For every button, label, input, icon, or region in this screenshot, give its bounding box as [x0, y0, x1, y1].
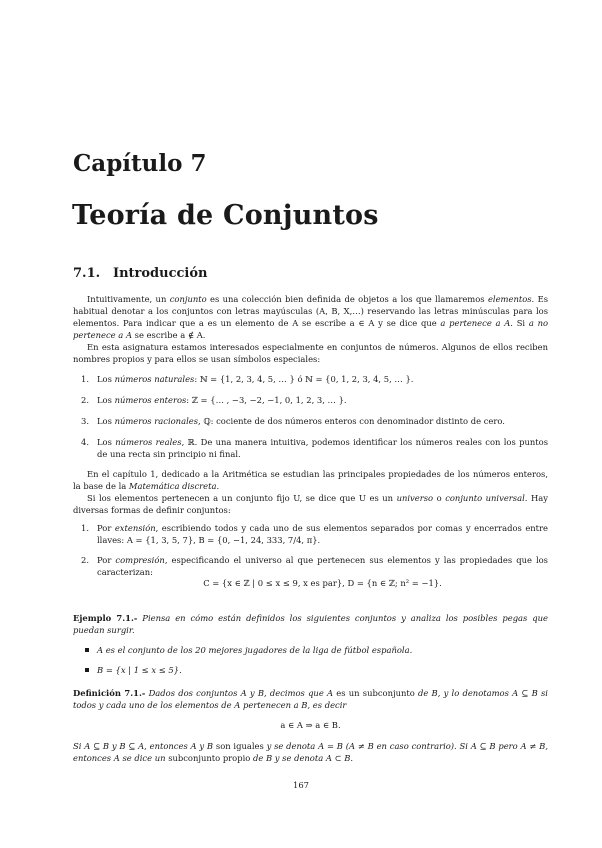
list-term: compresión — [115, 555, 165, 565]
chapter-title: Teoría de Conjuntos — [72, 200, 379, 231]
p1-text-g: . Si — [510, 318, 529, 328]
list-number: 4. — [81, 437, 89, 447]
example-block — [73, 612, 548, 636]
term-universo: universo — [396, 493, 434, 503]
list-number: 3. — [81, 416, 89, 426]
term-subconjunto-propio: subconjunto propio — [168, 753, 251, 763]
definition-text-h: de B y se denota A ⊂ B. — [250, 753, 354, 763]
list-term: números enteros — [114, 395, 187, 405]
bullet-icon — [85, 668, 89, 672]
definition-block — [73, 687, 548, 711]
p2-text: En esta asignatura estamos interesados especialmente en conjuntos de números. Algunos de ellos reciben nombres propios y para ellos se usan símbolos especiales: — [73, 342, 548, 364]
intro-paragraph — [73, 293, 548, 341]
term-conjunto: conjunto — [169, 294, 207, 304]
chapter-label: Capítulo 7 — [73, 150, 207, 177]
section-number: 7.1. — [73, 266, 101, 281]
definition-label: Definición 7.1.- — [73, 688, 146, 698]
list-text: Por — [97, 523, 115, 533]
p3-text-a: En el capítulo 1, dedicado a la Aritmética se estudian las principales propiedades de los números enteros, la base de la — [73, 469, 548, 491]
definition-text-c: de B, y lo denotamos A ⊆ B si todos y cada uno de los elementos de A pertenecen a B, es decir — [73, 688, 548, 710]
section-title: Introducción — [113, 266, 208, 281]
term-matematica-discreta: Matemática discreta — [128, 481, 217, 491]
example-text: Piensa en cómo están definidos los siguientes conjuntos y analiza los posibles pegas que puedan surgir. — [73, 613, 548, 635]
list-item — [73, 373, 548, 385]
term-subconjunto: es un subconjunto — [336, 688, 415, 698]
definition-text-a: Dados dos conjuntos A y B, decimos que A — [145, 688, 337, 698]
list-text: : ℤ = {… , −3, −2, −1, 0, 1, 2, 3, … }. — [186, 395, 347, 405]
list-term: números racionales — [114, 416, 198, 426]
example-item: B = {x | 1 ≤ x ≤ 5}. — [97, 665, 182, 675]
list-item — [73, 394, 548, 406]
chapter-reference-paragraph — [73, 468, 548, 492]
list-number: 2. — [81, 395, 89, 405]
list-item — [85, 644, 545, 656]
list-item — [73, 554, 548, 578]
bullet-icon — [85, 648, 89, 652]
term-elementos: elementos — [487, 294, 532, 304]
numbers-intro-paragraph — [73, 341, 548, 365]
list-text: , escribiendo todos y cada uno de sus elementos separados por comas y encerrados entre llaves: A = {1, 3, 5, 7}, B = {0, −1, 24, 333, 7/4, π}. — [97, 523, 548, 545]
list-term: números naturales — [114, 374, 195, 384]
p4-text-a: Si los elementos pertenecen a un conjunto fijo U, se dice que U es un — [87, 493, 397, 503]
list-item — [73, 436, 548, 460]
list-number: 1. — [81, 374, 89, 384]
universe-paragraph — [73, 492, 548, 516]
list-text: Los — [97, 374, 115, 384]
term-no-pertenece: a no pertenece a A — [73, 318, 549, 340]
term-conjunto-universal: conjunto universal — [445, 493, 525, 503]
section-heading — [73, 266, 208, 281]
list-text: : ℕ = {1, 2, 3, 4, 5, … } ó ℕ = {0, 1, 2, 3, 4, 5, … }. — [194, 374, 414, 384]
list-term: extensión — [114, 523, 156, 533]
term-pertenece: a pertenece a A — [440, 318, 511, 328]
list-text: Los — [97, 395, 115, 405]
compresion-formula: C = {x ∈ ℤ | 0 ≤ x ≤ 9, x es par}, D = {n ∈ ℤ; n² = −1}. — [203, 578, 442, 588]
p4-text-e: . Hay diversas formas de definir conjuntos: — [73, 493, 548, 515]
example-item: A es el conjunto de los 20 mejores jugadores de la liga de fútbol española. — [97, 645, 413, 655]
equality-paragraph — [73, 740, 548, 764]
definition-text-f: y se denota A = B (A ≠ B en caso contrario). Si A ⊆ B pero A ≠ B, entonces A se dice un — [73, 741, 548, 763]
list-number: 1. — [81, 523, 89, 533]
term-iguales: son iguales — [215, 741, 264, 751]
p1-text-i: se escribe a ∉ A. — [132, 330, 206, 340]
p1-text-c: es una colección bien definida de objetos a los que llamaremos — [206, 294, 488, 304]
list-text: , ℚ: cociente de dos números enteros con denominador distinto de cero. — [198, 416, 505, 426]
p1-text-e: . Es habitual denotar a los conjuntos con letras mayúsculas (A, B, X,…) reservando las letras minúsculas para los elementos. Para indicar que a es un elemento de A se escribe a ∈ A y se dice que — [73, 294, 548, 328]
list-term: números reales — [115, 437, 182, 447]
list-text: , ℝ. De una manera intuitiva, podemos identificar los números reales con los puntos de una recta sin principio ni final. — [97, 437, 548, 459]
list-text: Los — [97, 416, 115, 426]
list-item — [73, 522, 548, 546]
p1-text-a: Intuitivamente, un — [87, 294, 170, 304]
p3-text-c: . — [216, 481, 220, 491]
list-text: Por — [97, 555, 116, 565]
list-item — [85, 664, 545, 676]
list-text: Los — [97, 437, 116, 447]
page-number: 167 — [293, 780, 309, 790]
list-text: , especificando el universo al que pertenecen sus elementos y las propiedades que los caracterizan: — [97, 555, 548, 577]
definition-text-d: Si A ⊆ B y B ⊆ A, entonces A y B — [73, 741, 216, 751]
example-label: Ejemplo 7.1.- — [73, 613, 138, 623]
list-item — [73, 415, 548, 427]
list-number: 2. — [81, 555, 89, 565]
p4-text-c: o — [433, 493, 446, 503]
definition-formula: a ∈ A ⇒ a ∈ B. — [280, 720, 341, 730]
